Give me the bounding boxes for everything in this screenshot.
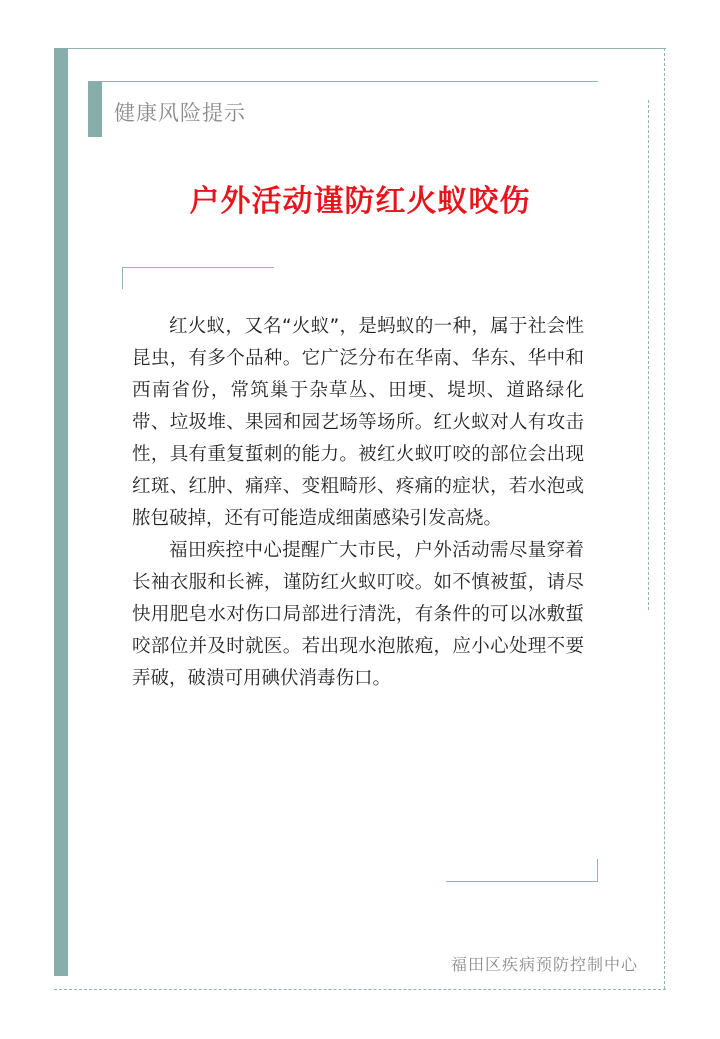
frame-top-border	[54, 48, 666, 49]
article-title: 户外活动谨防红火蚁咬伤	[189, 184, 531, 219]
header-rule	[88, 81, 598, 82]
corner-bottom-right-vertical	[597, 859, 598, 881]
corner-top-left-horizontal	[122, 267, 274, 268]
corner-bottom-right-horizontal	[446, 881, 598, 882]
article-body	[132, 311, 584, 695]
frame-bottom-border	[54, 989, 666, 990]
paragraph-2: 福田疾控中心提醒广大市民，户外活动需尽量穿着长袖衣服和长裤，谨防红火蚁叮咬。如不慎被蜇，请尽快用肥皂水对伤口局部进行清洗，有条件的可以冰敷蜇咬部位并及时就医。若出现水泡脓疱，应小心处理不要弄破，破溃可用碘伏消毒伤口。	[132, 540, 584, 689]
header-accent-block	[88, 81, 102, 137]
corner-top-left-vertical	[122, 267, 123, 289]
paragraph-1: 红火蚁，又名“火蚁”，是蚂蚁的一种，属于社会性昆虫，有多个品种。它广泛分布在华南、华东、华中和西南省份，常筑巢于杂草丛、田埂、堤坝、道路绿化带、垃圾堆、果园和园艺场等场所。红火蚁对人有攻击性，具有重复蜇刺的能力。被红火蚁叮咬的部位会出现红斑、红肿、痛痒、变粗畸形、疼痛的症状，若水泡或脓包破掉，还有可能造成细菌感染引发高烧。	[132, 316, 584, 529]
section-label: 健康风险提示	[114, 101, 246, 125]
footer-organization: 福田区疾病预防控制中心	[450, 955, 638, 974]
